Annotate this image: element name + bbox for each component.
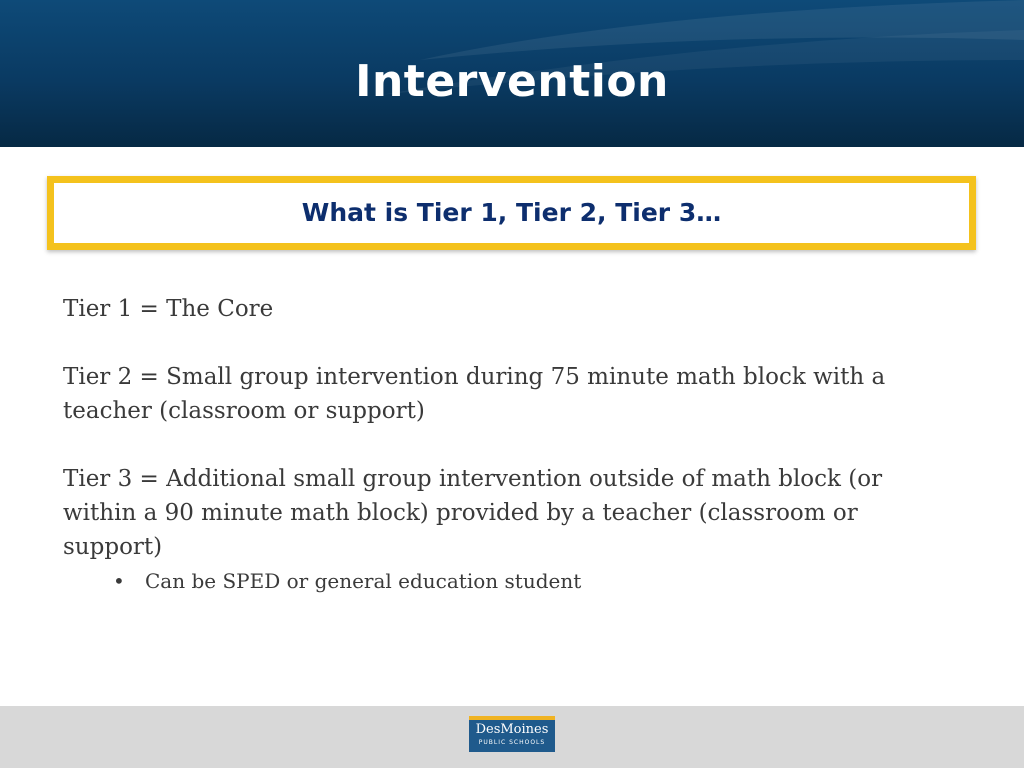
tier-3-paragraph: Tier 3 = Additional small group intervention outside of math block (or within a 90 minute math block) provided by a teacher (classroom or support) [63,466,883,560]
callout-heading: What is Tier 1, Tier 2, Tier 3… [301,198,722,227]
list-item [63,564,943,598]
bullet-list [63,564,943,598]
tier-1-paragraph: Tier 1 = The Core [63,296,274,322]
des-moines-logo [469,716,555,752]
header-banner [0,0,1024,147]
bullet-text: Can be SPED or general education student [145,569,582,593]
bullet-icon: • [113,569,125,593]
slide-title: Intervention [355,56,669,107]
tier-2-paragraph: Tier 2 = Small group intervention during 75 minute math block with a teacher (classroom or support) [63,364,886,424]
logo-subtitle: PUBLIC SCHOOLS [478,739,546,746]
body-content [63,292,943,598]
callout-box [47,176,976,250]
logo-name: DesMoines [475,722,549,737]
